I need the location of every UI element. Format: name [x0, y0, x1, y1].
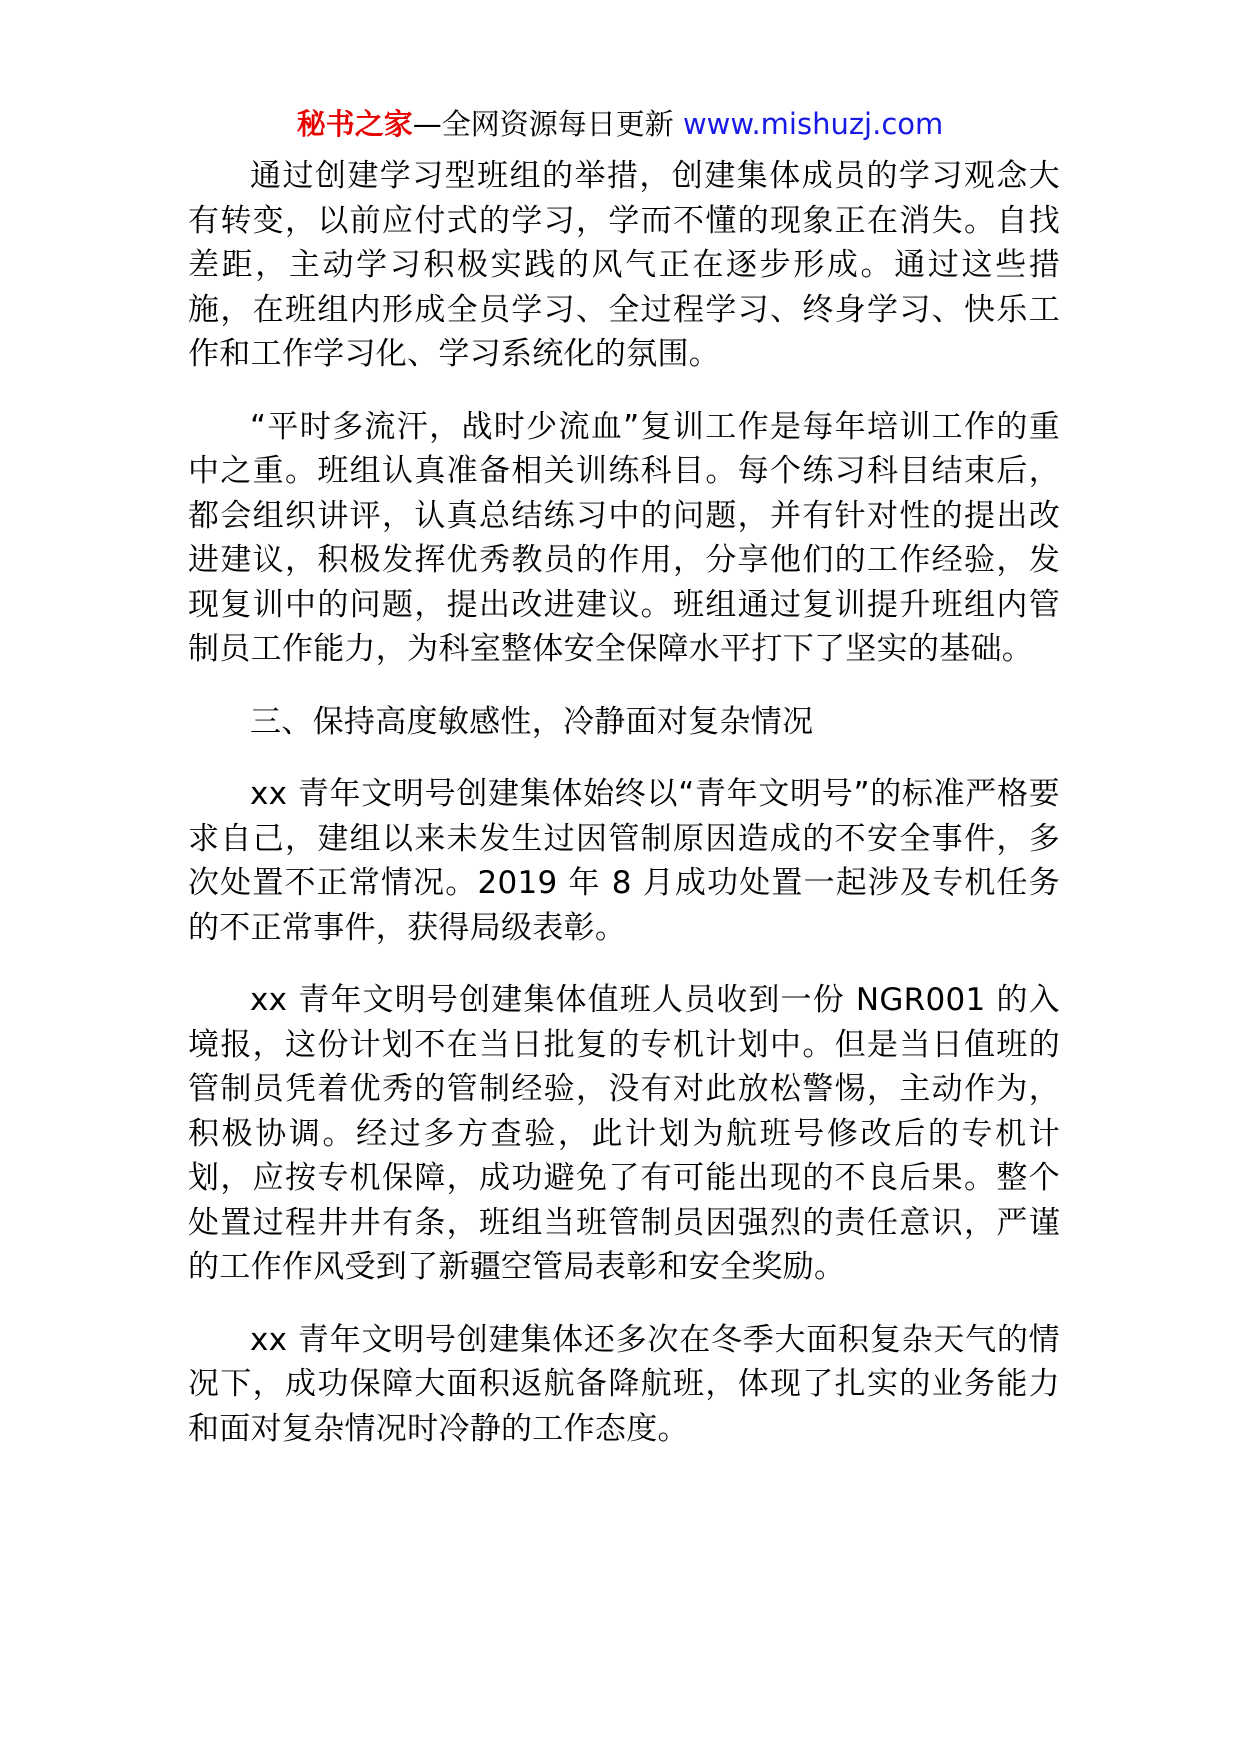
document-body	[188, 154, 1060, 1479]
paragraph-learning-atmosphere: 通过创建学习型班组的举措，创建集体成员的学习观念大有转变，以前应付式的学习，学而不懂的现象正在消失。自找差距，主动学习积极实践的风气正在逐步形成。通过这些措施，在班组内形成全员学习、全过程学习、终身学习、快乐工作和工作学习化、学习系统化的氛围。	[188, 158, 1060, 372]
header-url-link[interactable]: www.mishuzj.com	[682, 107, 944, 141]
paragraph-winter-weather: xx 青年文明号创建集体还多次在冬季大面积复杂天气的情况下，成功保障大面积返航备降航班，体现了扎实的业务能力和面对复杂情况时冷静的工作态度。	[188, 1321, 1060, 1447]
section-heading-3: 三、保持高度敏感性，冷静面对复杂情况	[250, 703, 814, 740]
brand-name: 秘书之家	[296, 107, 413, 141]
paragraph-ngr001-incident: xx 青年文明号创建集体值班人员收到一份 NGR001 的入境报，这份计划不在当日批复的专机计划中。但是当日值班的管制员凭着优秀的管制经验，没有对此放松警惕，主动作为，积极协调。经过多方查验，此计划为航班号修改后的专机计划，应按专机保障，成功避免了有可能出现的不良后果。整个处置过程井井有条，班组当班管制员因强烈的责任意识，严谨的工作作风受到了新疆空管局表彰和安全奖励。	[188, 982, 1060, 1285]
header-slogan: —全网资源每日更新	[412, 107, 674, 141]
paragraph-safety-record: xx 青年文明号创建集体始终以“青年文明号”的标准严格要求自己，建组以来未发生过因管制原因造成的不安全事件，多次处置不正常情况。2019 年 8 月成功处置一起涉及专机任务的不正常事件，获得局级表彰。	[188, 776, 1060, 946]
page-header	[0, 104, 1240, 144]
paragraph-retraining: “平时多流汗，战时少流血”复训工作是每年培训工作的重中之重。班组认真准备相关训练科目。每个练习科目结束后，都会组织讲评，认真总结练习中的问题，并有针对性的提出改进建议，积极发挥优秀教员的作用，分享他们的工作经验，发现复训中的问题，提出改进建议。班组通过复训提升班组内管制员工作能力，为科室整体安全保障水平打下了坚实的基础。	[188, 408, 1060, 667]
